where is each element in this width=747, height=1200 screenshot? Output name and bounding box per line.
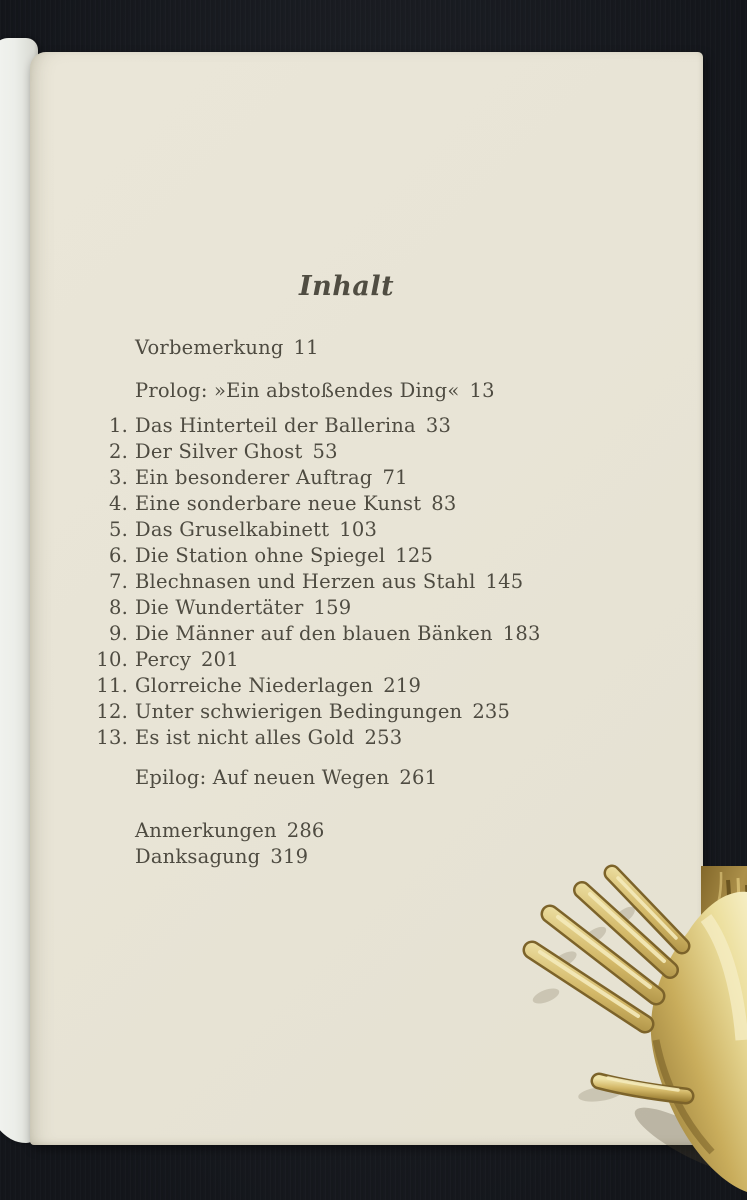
entry-label: Die Männer auf den blauen Bänken bbox=[135, 622, 493, 645]
toc-entry bbox=[60, 413, 673, 439]
entry-page: 11 bbox=[293, 336, 319, 359]
entry-page: 201 bbox=[201, 648, 239, 671]
toc-entry-epilog bbox=[60, 765, 673, 791]
entry-label: Das Hinterteil der Ballerina bbox=[135, 414, 416, 437]
entry-label: Danksagung bbox=[135, 845, 261, 868]
entry-number: 13. bbox=[96, 726, 128, 749]
entry-label: Vorbemerkung bbox=[135, 336, 284, 359]
toc-entry bbox=[60, 844, 673, 870]
toc-front-section bbox=[60, 335, 673, 404]
entry-page: 53 bbox=[312, 440, 338, 463]
toc-entry bbox=[60, 725, 673, 751]
entry-number: 1. bbox=[108, 414, 128, 437]
entry-label: Eine sonderbare neue Kunst bbox=[135, 492, 422, 515]
entry-page: 103 bbox=[339, 518, 378, 541]
palm-highlight bbox=[706, 918, 742, 1040]
table-of-contents bbox=[60, 270, 673, 870]
entry-page: 71 bbox=[382, 466, 408, 489]
entry-number: 12. bbox=[96, 700, 128, 723]
entry-page: 145 bbox=[485, 570, 524, 593]
entry-page: 13 bbox=[469, 379, 495, 402]
toc-entry bbox=[60, 491, 673, 517]
entry-page: 261 bbox=[399, 766, 438, 789]
toc-back-section bbox=[60, 818, 673, 870]
toc-entry bbox=[60, 439, 673, 465]
toc-entry bbox=[60, 595, 673, 621]
toc-entry bbox=[60, 621, 673, 647]
toc-entry bbox=[60, 543, 673, 569]
book-page bbox=[30, 52, 703, 1145]
toc-entry bbox=[60, 378, 673, 404]
entry-page: 83 bbox=[431, 492, 457, 515]
entry-page: 253 bbox=[364, 726, 403, 749]
entry-page: 33 bbox=[425, 414, 452, 437]
entry-number: 9. bbox=[108, 622, 128, 645]
entry-page: 183 bbox=[502, 622, 541, 645]
entry-number: 10. bbox=[96, 648, 128, 671]
entry-number: 6. bbox=[108, 544, 128, 567]
toc-chapter-list bbox=[60, 413, 673, 751]
toc-entry bbox=[60, 818, 673, 844]
entry-label: Epilog: Auf neuen Wegen bbox=[135, 766, 390, 789]
toc-entry bbox=[60, 647, 673, 673]
entry-label: Glorreiche Niederlagen bbox=[135, 674, 374, 697]
entry-label: Die Station ohne Spiegel bbox=[135, 544, 386, 567]
toc-entry bbox=[60, 335, 673, 361]
entry-label: Prolog: »Ein abstoßendes Ding« bbox=[135, 379, 460, 402]
entry-number: 4. bbox=[108, 492, 128, 515]
toc-entry bbox=[60, 465, 673, 491]
entry-label: Anmerkungen bbox=[135, 819, 277, 842]
entry-page: 219 bbox=[383, 674, 422, 697]
toc-entry bbox=[60, 517, 673, 543]
entry-label: Ein besonderer Auftrag bbox=[135, 466, 373, 489]
entry-label: Das Gruselkabinett bbox=[135, 518, 330, 541]
toc-entry bbox=[60, 699, 673, 725]
entry-number: 7. bbox=[108, 570, 128, 593]
entry-page: 235 bbox=[472, 700, 511, 723]
entry-label: Unter schwierigen Bedingungen bbox=[135, 700, 463, 723]
entry-label: Percy bbox=[135, 648, 192, 671]
entry-number: 11. bbox=[96, 674, 128, 697]
entry-page: 286 bbox=[286, 819, 325, 842]
engraved-brass-plate bbox=[701, 866, 747, 1016]
entry-label: Es ist nicht alles Gold bbox=[135, 726, 355, 749]
entry-page: 319 bbox=[270, 845, 309, 868]
toc-entry bbox=[60, 569, 673, 595]
entry-number: 5. bbox=[108, 518, 128, 541]
entry-label: Der Silver Ghost bbox=[135, 440, 303, 463]
toc-entry bbox=[60, 673, 673, 699]
entry-label: Blechnasen und Herzen aus Stahl bbox=[135, 570, 476, 593]
entry-number: 2. bbox=[108, 440, 128, 463]
page-title: Inhalt bbox=[298, 271, 395, 302]
entry-page: 159 bbox=[313, 596, 352, 619]
entry-label: Die Wundertäter bbox=[135, 596, 304, 619]
entry-number: 8. bbox=[108, 596, 128, 619]
entry-page: 125 bbox=[395, 544, 434, 567]
entry-number: 3. bbox=[108, 466, 128, 489]
